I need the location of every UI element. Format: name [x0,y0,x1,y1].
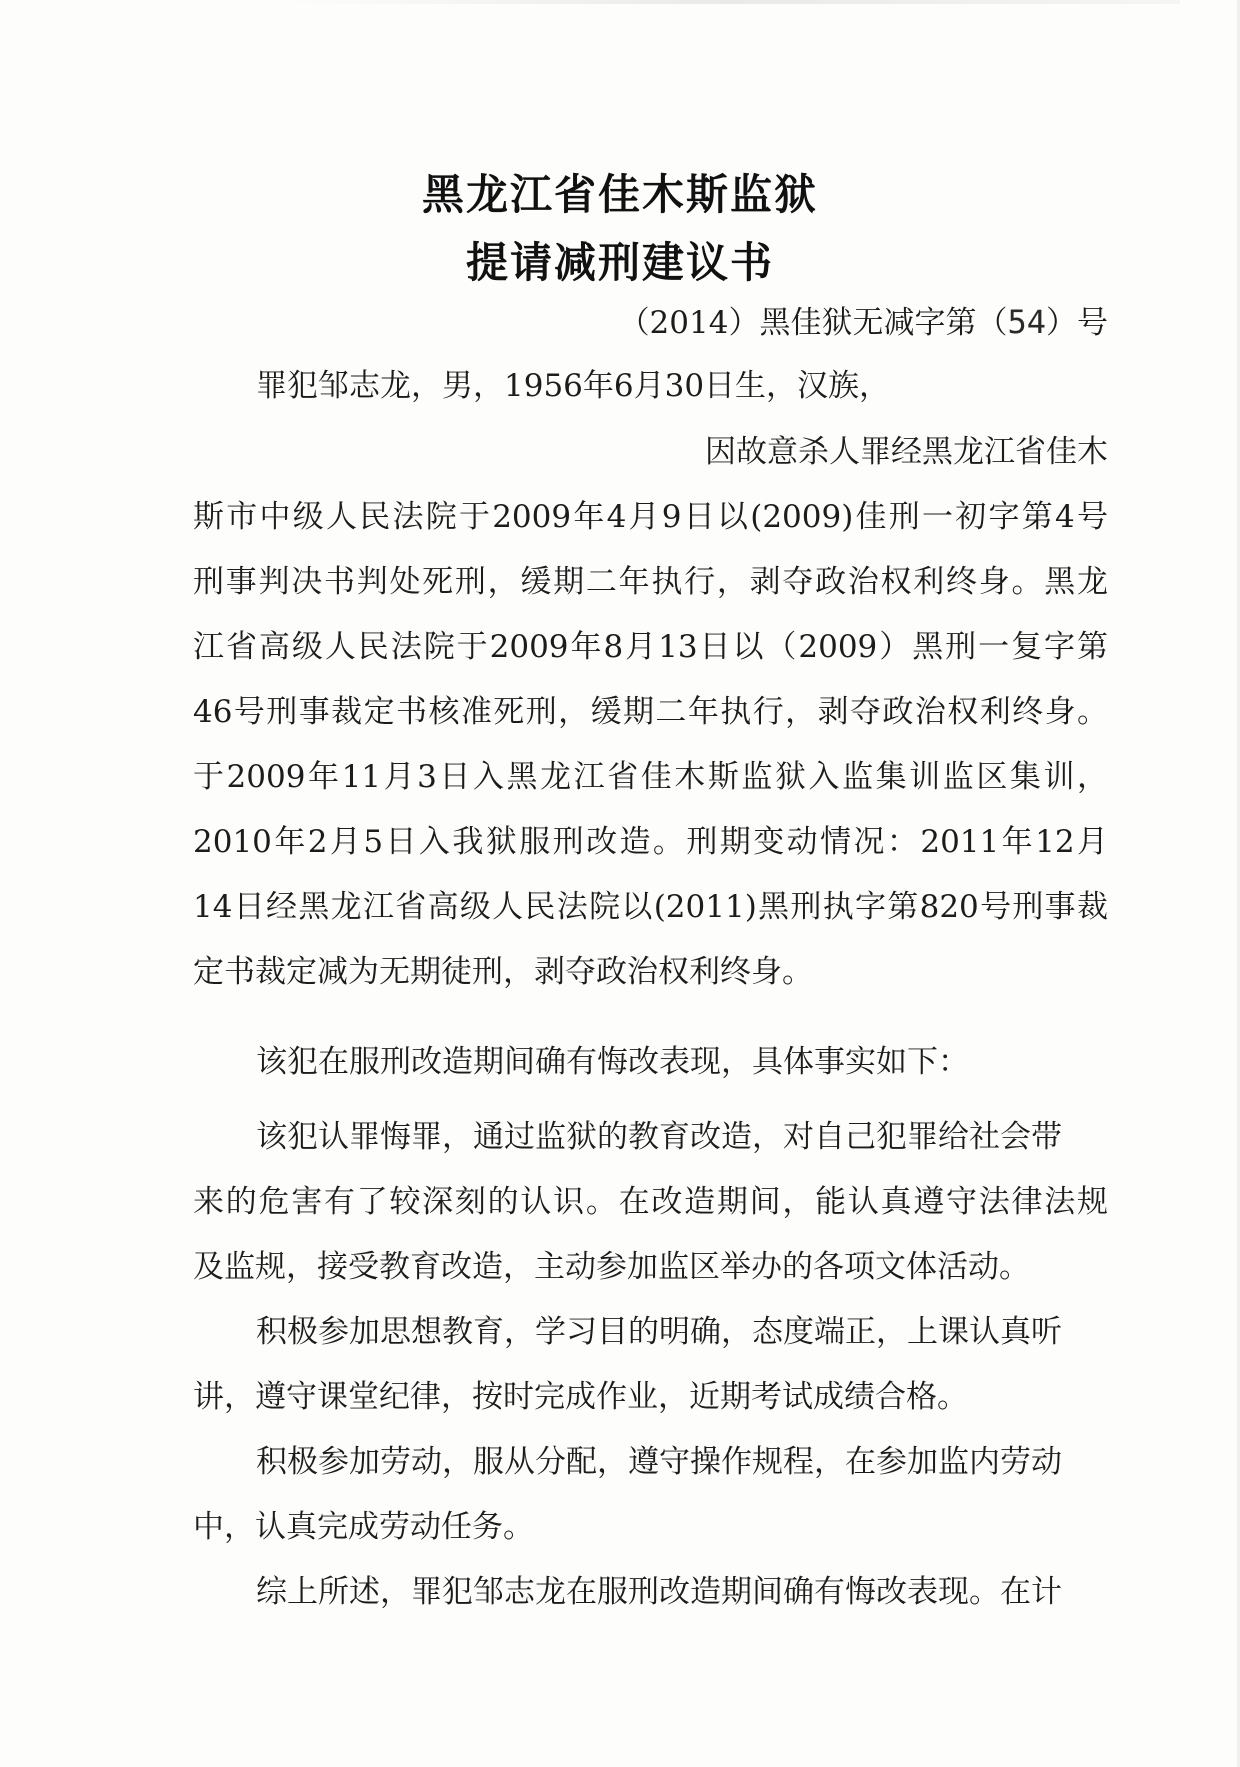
document-title-line-2: 提请减刑建议书 [465,238,774,287]
body-line: 讲，遵守课堂纪律，按时完成作业，近期考试成绩合格。 [193,1379,968,1415]
body-line: 因故意杀人罪经黑龙江省佳木 [705,434,1108,470]
document-number [619,302,1108,343]
scan-edge-top [280,0,1180,4]
document-number-suffix: ）号 [1046,305,1108,341]
body-line: 该犯认罪悔罪，通过监狱的教育改造，对自己犯罪给社会带 [256,1119,1062,1155]
body-line: 江省高级人民法院于2009年8月13日以（2009）黑刑一复字第 [193,629,1108,665]
body-line: 罪犯邹志龙，男，1956年6月30日生，汉族， [256,368,891,404]
body-line: 积极参加劳动，服从分配，遵守操作规程，在参加监内劳动 [256,1444,1062,1480]
document-number-prefix: （2014）黑佳狱无减字第（ [618,305,1008,341]
body-line: 2010年2月5日入我狱服刑改造。刑期变动情况：2011年12月 [193,824,1108,860]
body-line: 该犯在服刑改造期间确有悔改表现，具体事实如下： [256,1044,969,1080]
body-line: 来的危害有了较深刻的认识。在改造期间，能认真遵守法律法规 [193,1184,1108,1220]
body-line: 14日经黑龙江省高级人民法院以(2011)黑刑执字第820号刑事裁 [193,889,1108,925]
body-line: 综上所述，罪犯邹志龙在服刑改造期间确有悔改表现。在计 [256,1574,1062,1610]
document-title-line-1: 黑龙江省佳木斯监狱 [421,170,818,219]
document-number-value: 54 [1007,303,1046,341]
body-line: 及监规，接受教育改造，主动参加监区举办的各项文体活动。 [193,1249,1030,1285]
body-line: 于2009年11月3日入黑龙江省佳木斯监狱入监集训监区集训， [193,759,1108,795]
body-line: 46号刑事裁定书核准死刑，缓期二年执行，剥夺政治权利终身。 [193,694,1108,730]
body-line: 刑事判决书判处死刑，缓期二年执行，剥夺政治权利终身。黑龙 [193,564,1108,600]
body-line: 斯市中级人民法院于2009年4月9日以(2009)佳刑一初字第4号 [193,499,1108,535]
body-line: 中，认真完成劳动任务。 [193,1509,534,1545]
body-line: 积极参加思想教育，学习目的明确，态度端正，上课认真听 [256,1314,1062,1350]
body-line: 定书裁定减为无期徒刑，剥夺政治权利终身。 [193,954,813,990]
